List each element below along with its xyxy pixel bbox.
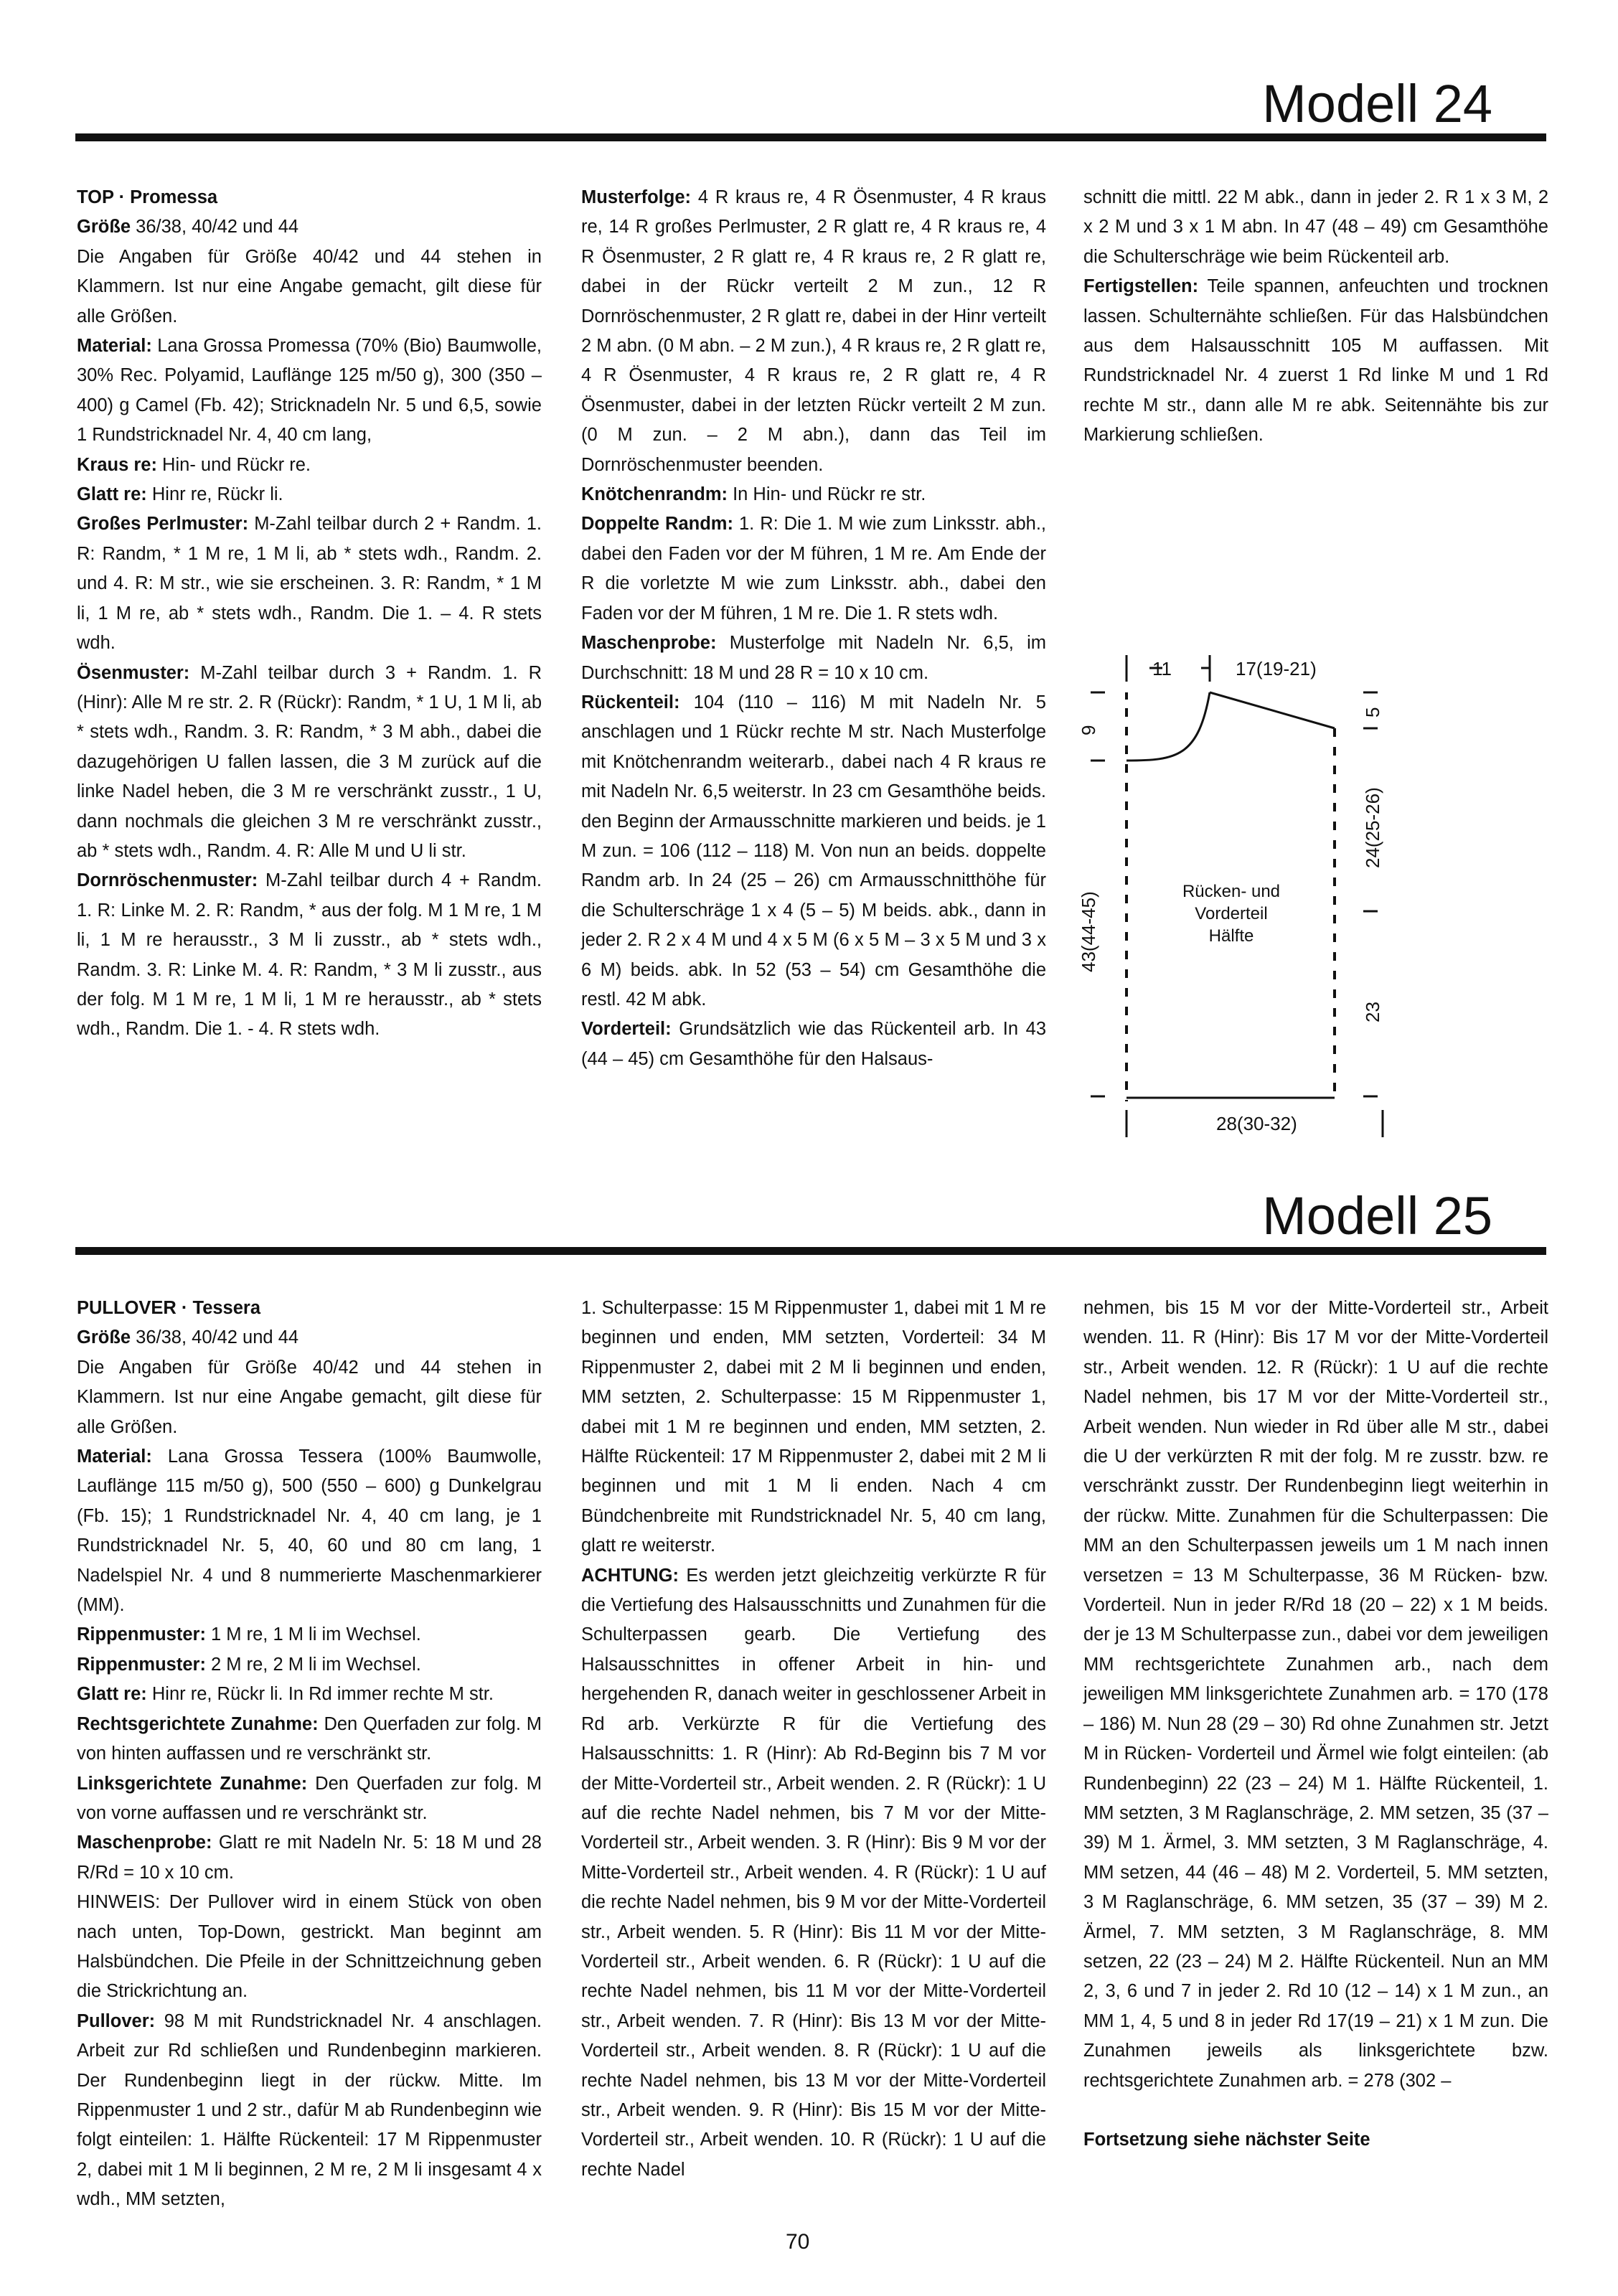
paragraph <box>77 183 542 212</box>
paragraph-heading: Pullover: <box>77 2010 156 2031</box>
paragraph-heading: TOP · Promessa <box>77 187 218 207</box>
model25-title: Modell 25 <box>1262 1186 1492 1246</box>
model25-column-1 <box>77 1294 542 2215</box>
paragraph-text: Hinr re, Rückr li. <box>146 484 283 505</box>
paragraph-heading: Rechtsgerichtete Zunahme: <box>77 1713 319 1734</box>
paragraph-text: Die Angaben für Größe 40/42 und 44 stehen in Klammern. Ist nur eine Angabe gemacht, gilt diese für alle Größen. <box>77 246 542 326</box>
paragraph <box>77 2007 542 2215</box>
paragraph <box>581 1561 1046 2186</box>
paragraph-text: 1. Schulterpasse: 15 M Rippenmuster 1, dabei mit 1 M re beginnen und enden, MM setzten, Vorderteil: 34 M Rippenmuster 2, dabei mit 2 M li beginnen und enden, MM setzten, 2. Schulterpasse: 15 M Rippenmuster 1, dabei mit 1 M re beginnen und enden, MM setzten, 2. Hälfte Rückenteil: 17 M Rippenmuster 2, dabei mit 2 M li beginnen und mit 1 M li enden. Nach 4 cm Bündchenbreite mit Rundstricknadel Nr. 5, 40 cm lang, glatt re weiterstr. <box>581 1298 1046 1556</box>
dim-right-armhole: 24(25-26) <box>1362 787 1383 868</box>
model24-column-1 <box>77 183 542 1045</box>
model25-column-3 <box>1083 1294 1548 2155</box>
paragraph <box>77 451 542 480</box>
paragraph-heading: Rückenteil: <box>581 692 680 712</box>
paragraph-text: 1. R: Die 1. M wie zum Linksstr. abh., dabei den Faden vor der M führen, 1 M re. Am Ende der R die vorletzte M wie zum Linksstr. abh., dabei den Faden vor der M führen, 1 M re. Die 1. R stets wdh. <box>581 514 1046 624</box>
paragraph-heading: Rippenmuster: <box>77 1654 206 1675</box>
paragraph-text: Musterfolge mit Nadeln Nr. 6,5, im Durchschnitt: 18 M und 28 R = 10 x 10 cm. <box>581 633 1046 683</box>
paragraph-heading: PULLOVER · Tessera <box>77 1298 261 1318</box>
model24-column-2 <box>581 183 1046 1074</box>
paragraph-text: Hinr re, Rückr li. In Rd immer rechte M str. <box>146 1684 494 1705</box>
paragraph <box>77 509 542 658</box>
dim-right-bottom: 23 <box>1362 1002 1383 1022</box>
paragraph <box>77 243 542 331</box>
paragraph-heading: Glatt re: <box>77 1684 147 1705</box>
paragraph-text: In Hin- und Rückr re str. <box>728 484 926 505</box>
dim-bottom: 28(30-32) <box>1216 1113 1297 1134</box>
paragraph <box>77 212 542 242</box>
paragraph-text: Teile spannen, anfeuchten und trocknen lassen. Schulternähte schließen. Für das Halsbündchen aus dem Halsausschnitt 105 M auffassen. Mit Rundstricknadel Nr. 4 zuerst 1 Rd linke M und 1 Rd rechte M str., dann alle M re abk. Seitennähte bis zur Markierung schließen. <box>1083 276 1548 446</box>
paragraph-heading: Fertigstellen: <box>1083 276 1199 297</box>
paragraph-heading: Musterfolge: <box>581 187 691 207</box>
paragraph-heading: Material: <box>77 1446 152 1467</box>
paragraph-text: M-Zahl teilbar durch 4 + Randm. 1. R: Linke M. 2. R: Randm, * aus der folg. M 1 M re, 1 M li, 1 M re herausstr., 3 M li zusstr., ab * stets wdh., Randm. 3. R: Linke M. 4. R: Randm, * 3 M li zusstr., aus der folg. M 1 M re, 1 M li, 1 M re herausstr., ab * stets wdh., Randm. Die 1. - 4. R stets wdh. <box>77 870 542 1040</box>
paragraph <box>581 1294 1046 1561</box>
paragraph-text: HINWEIS: Der Pullover wird in einem Stück von oben nach unten, Top-Down, gestrickt. Man beginnt am Halsbündchen. Die Pfeile in der Schnittzeichnung geben die Strickrichtung an. <box>77 1892 542 2002</box>
paragraph-heading: Größe <box>77 217 131 237</box>
paragraph <box>77 480 542 509</box>
paragraph-heading: Dornröschenmuster: <box>77 870 258 891</box>
paragraph-heading: Maschenprobe: <box>581 633 717 654</box>
paragraph <box>77 1650 542 1680</box>
paragraph <box>77 1828 542 1888</box>
paragraph <box>77 331 542 451</box>
paragraph-text: Lana Grossa Tessera (100% Baumwolle, Lauflänge 115 m/50 g), 500 (550 – 600) g Dunkelgrau (Fb. 15); 1 Rundstricknadel Nr. 4, 40 cm lang, je 1 Rundstricknadel Nr. 5, 40, 60 und 80 cm lang, 1 Nadelspiel Nr. 4 und 8 nummerierte Maschenmarkierer (MM). <box>77 1446 542 1616</box>
paragraph-text: schnitt die mittl. 22 M abk., dann in jeder 2. R 1 x 3 M, 2 x 2 M und 3 x 1 M abn. In 47 (48 – 49) cm Gesamthöhe die Schulterschräge wie beim Rückenteil arb. <box>1083 187 1548 267</box>
page-number: 70 <box>786 2230 810 2254</box>
paragraph-heading: ACHTUNG: <box>581 1565 679 1586</box>
diagram-label-line3: Hälfte <box>1208 926 1254 946</box>
dim-left-total: 43(44-45) <box>1078 891 1099 972</box>
paragraph-heading: Fortsetzung siehe nächster Seite <box>1083 2129 1370 2150</box>
paragraph-text: Grundsätzlich wie das Rückenteil arb. In 43 (44 – 45) cm Gesamthöhe für den Halsaus- <box>581 1019 1046 1069</box>
paragraph-heading: Größe <box>77 1327 131 1348</box>
model24-rule <box>75 133 1546 141</box>
paragraph <box>1083 1294 1548 2096</box>
diagram-label-line2: Vorderteil <box>1195 904 1268 923</box>
paragraph <box>77 1620 542 1650</box>
diagram-label-line1: Rücken- und <box>1182 882 1281 901</box>
paragraph-heading: Großes Perlmuster: <box>77 514 249 535</box>
paragraph <box>1083 183 1548 272</box>
paragraph <box>77 866 542 1044</box>
paragraph-heading: Doppelte Randm: <box>581 514 733 535</box>
paragraph-heading: Vorderteil: <box>581 1019 672 1040</box>
paragraph <box>77 1442 542 1620</box>
paragraph <box>581 480 1046 509</box>
paragraph <box>581 509 1046 629</box>
paragraph-text: 2 M re, 2 M li im Wechsel. <box>205 1654 421 1675</box>
paragraph-text: 98 M mit Rundstricknadel Nr. 4 anschlagen. Arbeit zur Rd schließen und Rundenbeginn markieren. Der Rundenbeginn liegt in der rückw. Mitte. Im Rippenmuster 1 und 2 str., dafür M ab Rundenbeginn wie folgt einteilen: 1. Hälfte Rückenteil: 17 M Rippenmuster 2, dabei mit 1 M li beginnen, 2 M re, 2 M li insgesamt 4 x wdh., MM setzten, <box>77 2010 542 2210</box>
paragraph-heading: Ösenmuster: <box>77 662 190 683</box>
paragraph-heading: Glatt re: <box>77 484 147 505</box>
paragraph-text: Lana Grossa Promessa (70% (Bio) Baumwolle, 30% Rec. Polyamid, Lauflänge 125 m/50 g), 300 (350 – 400) g Camel (Fb. 42); Stricknadeln Nr. 5 und 6,5, sowie 1 Rundstricknadel Nr. 4, 40 cm lang, <box>77 336 542 446</box>
paragraph-text: Hin- und Rückr re. <box>156 454 311 475</box>
paragraph <box>77 1353 542 1442</box>
paragraph-text: M-Zahl teilbar durch 2 + Randm. 1. R: Randm, * 1 M re, 1 M li, ab * stets wdh., Randm. 2. und 4. R: M str., wie sie erscheinen. 3. R: Randm, * 1 M li, 1 M re, ab * stets wdh., Randm. Die 1. – 4. R stets wdh. <box>77 514 542 654</box>
dim-right-top: 5 <box>1362 707 1383 718</box>
paragraph-text: 1 M re, 1 M li im Wechsel. <box>205 1624 421 1645</box>
paragraph-text: M-Zahl teilbar durch 3 + Randm. 1. R (Hinr): Alle M re str. 2. R (Rückr): Randm, * 1 U, 1 M li, ab * stets wdh., Randm. 3. R: Randm, * 3 M abh., dabei die dazugehörigen U fallen lassen, die 3 M zurück auf die linke Nadel heben, die 3 M re verschränkt zusstr., 1 U, dann nochmals die gleichen 3 M re verschränkt zusstr., ab * stets wdh., Randm. 4. R: Alle M und U li str. <box>77 662 542 861</box>
model25-rule <box>75 1247 1546 1255</box>
paragraph-heading: Linksgerichtete Zunahme: <box>77 1773 308 1794</box>
paragraph-text: 4 R kraus re, 4 R Ösenmuster, 4 R kraus re, 14 R großes Perlmuster, 2 R glatt re, 4 R kraus re, 4 R Ösenmuster, 2 R glatt re, 4 R kraus re, 2 R glatt re, dabei in der Rückr verteilt 2 M zun., 12 R Dornröschenmuster, 2 R glatt re, dabei in der Hinr verteilt 2 M abn. (0 M abn. – 2 M zun.), 4 R kraus re, 2 R glatt re, 4 R Ösenmuster, 4 R kraus re, 2 R glatt re, 4 R Ösenmuster, dabei in der letzten Rückr verteilt 2 M zun. (0 M zun. – 2 M abn.), dann das Teil im Dornröschenmuster beenden. <box>581 187 1046 475</box>
paragraph-text: Den Querfaden zur folg. M von vorne auffassen und re verschränkt str. <box>77 1773 542 1823</box>
paragraph <box>77 1680 542 1709</box>
paragraph-heading: Knötchenrandm: <box>581 484 728 505</box>
paragraph <box>77 1294 542 1323</box>
pattern-schematic-diagram <box>1069 642 1406 1144</box>
dim-top-right: 17(19-21) <box>1236 658 1317 679</box>
model24-column-3 <box>1083 183 1548 451</box>
paragraph <box>77 659 542 867</box>
paragraph-text: nehmen, bis 15 M vor der Mitte-Vorderteil str., Arbeit wenden. 11. R (Hinr): Bis 17 M vor der Mitte-Vorderteil str., Arbeit wenden. 12. R (Rückr): 1 U auf die rechte Nadel nehmen, bis 17 M vor der Mitte-Vorderteil str., Arbeit wenden. Nun wieder in Rd über alle M str., dabei die U der verkürzten R mit der folg. M re zusstr. bzw. re verschränkt zusstr. Der Rundenbeginn liegt weiterhin in der rückw. Mitte. Zunahmen für die Schulterpassen: Die MM an den Schulterpassen jeweils um 1 M nach innen versetzen = 13 M Schulterpasse, 36 M Rücken- bzw. Vorderteil. Nun in jeder R/Rd 18 (20 – 22) x 1 M beids. der je 13 M Schulterpasse zun., dabei vor dem jeweiligen MM rechtsgerichtete Zunahmen arb., nach dem jeweiligen MM linksgerichtete Zunahmen arb. = 170 (178 – 186) M. Nun 28 (29 – 30) Rd ohne Zunahmen str. Jetzt M in Rücken- Vorderteil und Ärmel wie folgt einteilen: (ab Rundenbeginn) 22 (23 – 24) M 1. Hälfte Rückenteil, 1. MM setzten, 3 M Raglanschräge, 2. MM setzen, 35 (37 – 39) M 1. Ärmel, 3. MM setzten, 3 M Raglanschräge, 4. MM setzen, 44 (46 – 48) M 2. Vorderteil, 5. MM setzten, 3 M Raglanschräge, 6. MM setzen, 35 (37 – 39) M 2. Ärmel, 7. MM setzten, 3 M Raglanschräge, 8. MM setzen, 22 (23 – 24) M 2. Hälfte Rückenteil. Nun an MM 2, 3, 6 und 7 in jeder 2. Rd 10 (12 – 14) x 1 M zun., an MM 1, 4, 5 und 8 in jeder Rd 17(19 – 21) x 1 M zun. Die Zunahmen jeweils als linksgerichtete bzw. rechtsgerichtete Zunahmen arb. = 278 (302 – <box>1083 1298 1548 2091</box>
paragraph <box>581 688 1046 1015</box>
paragraph-text: 104 (110 – 116) M mit Nadeln Nr. 5 anschlagen und 1 Rückr rechte M str. Nach Musterfolge mit Knötchenrandm weiterarb., dabei nach 4 R kraus re mit Nadeln Nr. 6,5 weiterstr. In 23 cm Gesamthöhe beids. den Beginn der Armausschnitte markieren und beids. je 1 M zun. = 106 (112 – 118) M. Von nun an beids. doppelte Randm arb. In 24 (25 – 26) cm Armausschnitthöhe für die Schulterschräge 1 x 4 (5 – 5) M beids. abk., dann in jeder 2. R 2 x 4 M und 4 x 5 M (6 x 5 M – 3 x 5 M und 3 x 6 M) beids. abk. In 52 (53 – 54) cm Gesamthöhe die restl. 42 M abk. <box>581 692 1046 1010</box>
paragraph-text: 36/38, 40/42 und 44 <box>131 217 299 237</box>
paragraph-text: Es werden jetzt gleichzeitig verkürzte R für die Vertiefung des Halsausschnitts und Zunahmen für die Schulterpassen gearb. Die Vertiefung des Halsausschnittes in offener Arbeit in hin- und hergehenden R, danach weiter in geschlossener Arbeit in Rd arb. Verkürzte R für die Vertiefung des Halsausschnitts: 1. R (Hinr): Ab Rd-Beginn bis 7 M vor der Mitte-Vorderteil str., Arbeit wenden. 2. R (Rückr): 1 U auf die rechte Nadel nehmen, bis 7 M vor der Mitte-Vorderteil str., Arbeit wenden. 3. R (Hinr): Bis 9 M vor der Mitte-Vorderteil str., Arbeit wenden. 4. R (Rückr): 1 U auf die rechte Nadel nehmen, bis 9 M vor der Mitte-Vorderteil str., Arbeit wenden. 5. R (Hinr): Bis 11 M vor der Mitte-Vorderteil str., Arbeit wenden. 6. R (Rückr): 1 U auf die rechte Nadel nehmen, bis 11 M vor der Mitte-Vorderteil str., Arbeit wenden. 7. R (Hinr): Bis 13 M vor der Mitte-Vorderteil str., Arbeit wenden. 8. R (Rückr): 1 U auf die rechte Nadel nehmen, bis 13 M vor der Mitte-Vorderteil str., Arbeit wenden. 9. R (Hinr): Bis 15 M vor der Mitte-Vorderteil str., Arbeit wenden. 10. R (Rückr): 1 U auf die rechte Nadel <box>581 1565 1046 2180</box>
paragraph-text: Den Querfaden zur folg. M von hinten auffassen und re verschränkt str. <box>77 1713 542 1764</box>
paragraph <box>581 183 1046 480</box>
paragraph-text: 36/38, 40/42 und 44 <box>131 1327 299 1348</box>
paragraph-heading: Rippenmuster: <box>77 1624 206 1645</box>
paragraph <box>77 1769 542 1829</box>
paragraph <box>1083 2125 1548 2155</box>
paragraph-text: Die Angaben für Größe 40/42 und 44 stehen in Klammern. Ist nur eine Angabe gemacht, gilt diese für alle Größen. <box>77 1357 542 1437</box>
paragraph <box>77 1710 542 1769</box>
paragraph <box>581 1015 1046 1074</box>
dim-top-left: 11 <box>1152 658 1172 679</box>
paragraph <box>1083 272 1548 450</box>
paragraph <box>581 629 1046 688</box>
paragraph-heading: Kraus re: <box>77 454 157 475</box>
paragraph-heading: Maschenprobe: <box>77 1832 212 1853</box>
paragraph-heading: Material: <box>77 336 152 357</box>
model24-title: Modell 24 <box>1262 74 1492 133</box>
dim-left-top: 9 <box>1078 725 1099 735</box>
model25-column-2 <box>581 1294 1046 2185</box>
paragraph <box>77 1323 542 1352</box>
paragraph-text: Glatt re mit Nadeln Nr. 5: 18 M und 28 R/Rd = 10 x 10 cm. <box>77 1832 542 1883</box>
paragraph <box>77 1888 542 2007</box>
